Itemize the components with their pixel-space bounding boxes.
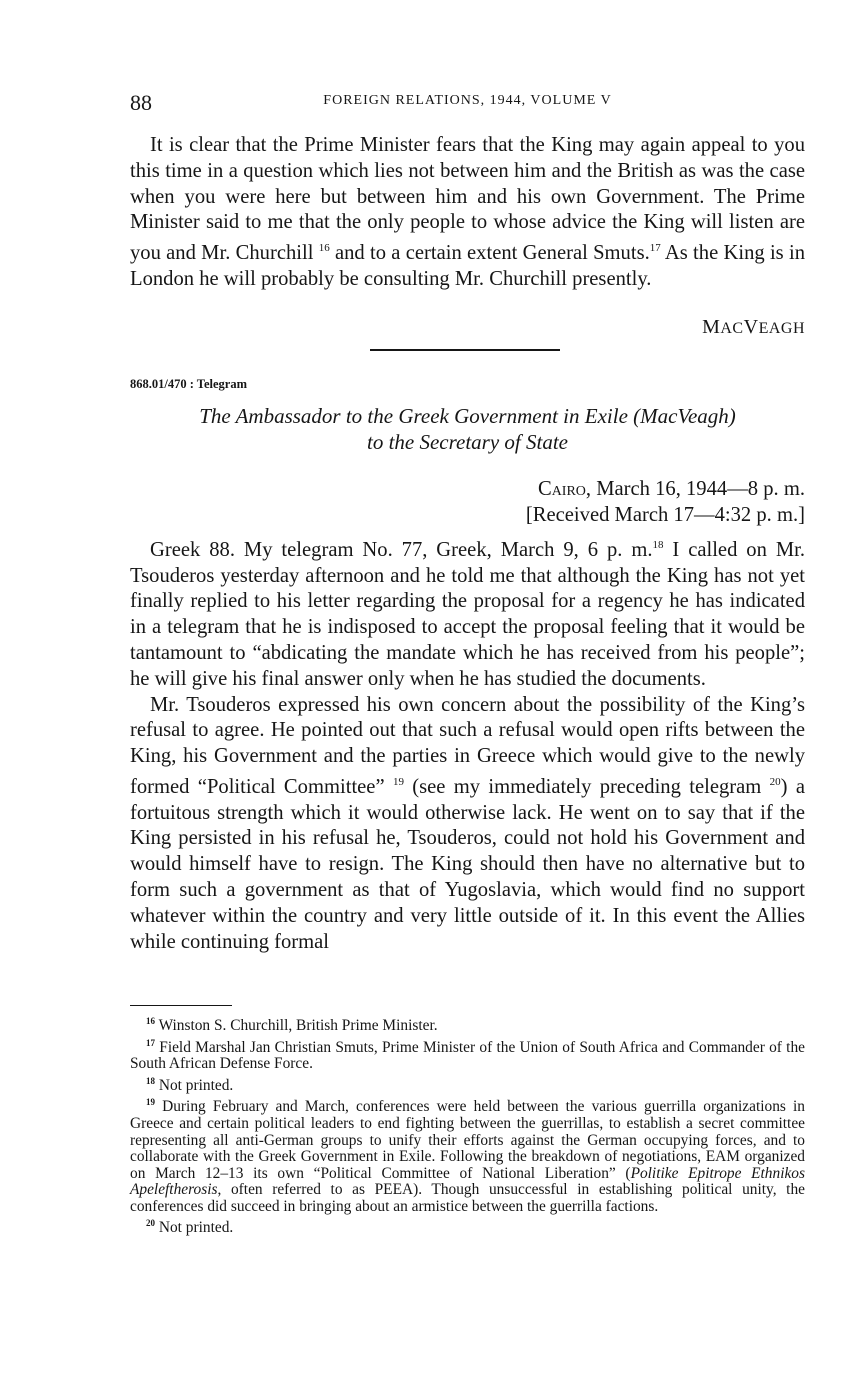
footnote-ref: 18 bbox=[652, 539, 664, 551]
footnote: $^{17}$ Field Marshal Jan Christian Smuts, Prime Minister of the Union of South Africa and Commander of the South African Defense Force. bbox=[130, 1037, 805, 1073]
received-line: [Received March 17—4:32 p. m.] bbox=[525, 504, 805, 526]
page-number: 88 bbox=[130, 90, 152, 115]
signature: MACVEAGH bbox=[702, 316, 805, 338]
paragraph: It is clear that the Prime Minister fears that the King may again appeal to you this time in a question which lies not between him and the British as was the case when you were here but between him and his own Government. The Prime Minister said to me that the only people to whose advice the King will listen are you and Mr. Churchill $^{16}$ and to a certain extent General Smuts.$^{17}$ As the King is in London he will probably be consulting Mr. Churchill presently. bbox=[130, 134, 805, 290]
footnote: $^{18}$ Not printed. bbox=[146, 1075, 234, 1094]
paragraph: Mr. Tsouderos expressed his own concern about the possibility of the King’s refusal to agree. He pointed out that such a refusal would open rifts between the King, his Government and the parties in Greece which would give to the newly formed “Political Committee” $^{19}$ (see my immediately preceding telegram $^{20}$) a fortuitous strength which it would otherwise lack. He went on to say that if the King persisted in his refusal he, Tsouderos, could not hold his Government and would himself have to resign. The King should then have no alternative but to form such a government as that of Yugoslavia, which would find no support whatever within the country and very little outside of it. In this event the Allies while continuing formal bbox=[130, 693, 805, 953]
footnote-divider bbox=[130, 1005, 232, 1006]
footnote-ref: 20 bbox=[769, 776, 781, 789]
section-divider bbox=[370, 349, 560, 351]
footnote-ref: 19 bbox=[392, 776, 404, 789]
file-code: 868.01/470 : Telegram bbox=[130, 377, 248, 391]
footnotes bbox=[130, 1013, 805, 1237]
footnote-ref: 16 bbox=[318, 242, 330, 255]
running-head: FOREIGN RELATIONS, 1944, VOLUME V bbox=[323, 93, 612, 108]
paragraph: Greek 88. My telegram No. 77, Greek, March 9, 6 p. m.$^{18}$ I called on Mr. Tsouderos yesterday afternoon and he told me that although the King has not yet finally replied to his letter regarding the proposal for a regency he has indicated in a telegram that he is indisposed to accept the proposal feeling that it would be tantamount to “abdicating the mandate which he has received from his people”; he will give his final answer only when he has studied the documents. bbox=[130, 538, 805, 690]
page-header bbox=[130, 90, 805, 114]
footnote: $^{19}$ During February and March, conferences were held between the various guerrilla organizations in Greece and certain political leaders to end fighting between the guerrillas, to establish a secret committee representing all anti-German groups to unify their efforts against the German occupying forces, and to collaborate with the Greek Government in Exile. Following the breakdown of negotiations, EAM organized on March 12–13 its own “Political Committee of National Liberation” (Politike Epitrope Ethnikos Apeleftherosis, often referred to as PEEA). Though unsuccessful in establishing political unity, the conferences did succeed in bringing about an armistice between the guerrilla factions. bbox=[130, 1097, 805, 1215]
dateline: Cairo, March 16, 1944—8 p. m. bbox=[537, 478, 805, 500]
document-title: The Ambassador to the Greek Government in Exile (MacVeagh) to the Secretary of State bbox=[199, 404, 736, 454]
footnote: $^{20}$ Not printed. bbox=[146, 1218, 234, 1237]
previous-document-text bbox=[130, 133, 805, 293]
footnote-ref: 17 bbox=[649, 242, 661, 255]
telegram-body bbox=[130, 533, 805, 955]
footnote: $^{16}$ Winston S. Churchill, British Prime Minister. bbox=[146, 1016, 438, 1035]
